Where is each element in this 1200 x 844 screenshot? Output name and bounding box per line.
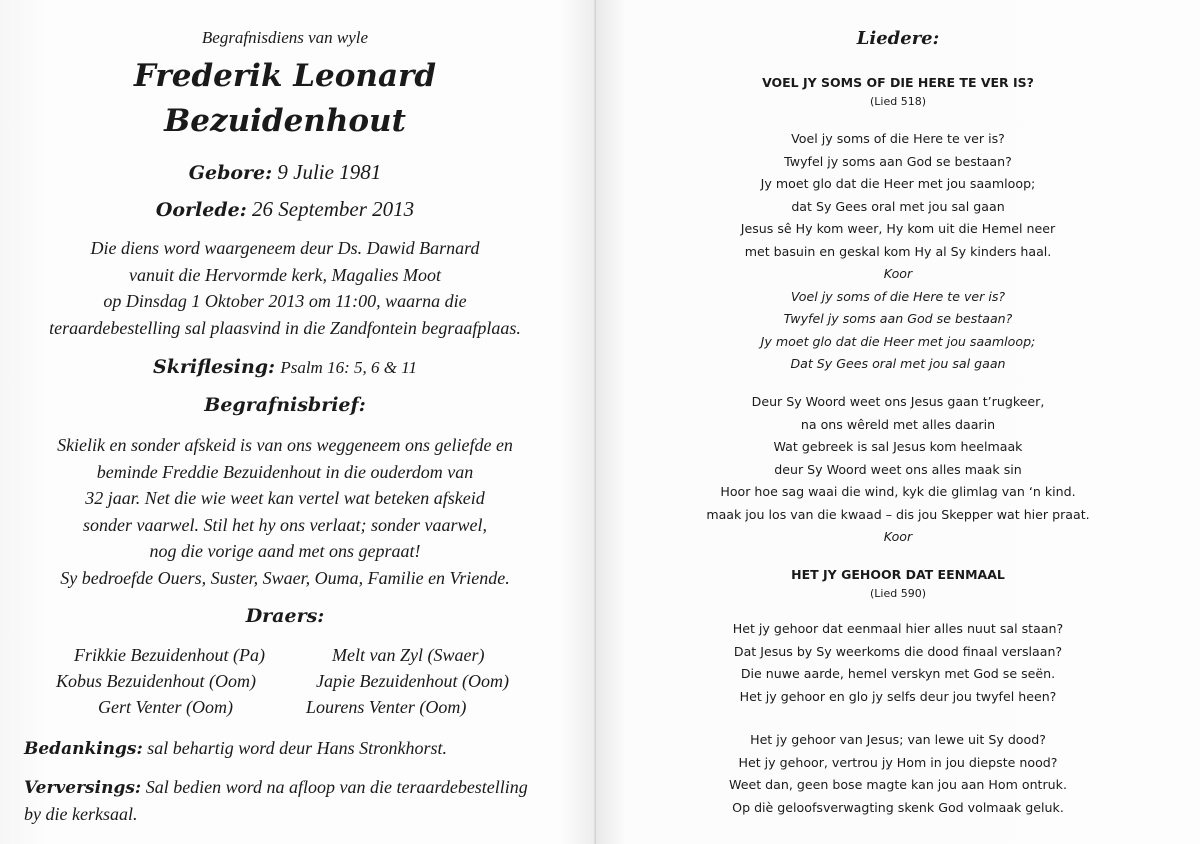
lyric-line: Weet dan, geen bose magte kan jou aan Hom ontruk.	[729, 777, 1067, 792]
letter-heading: Begrafnisbrief:	[204, 394, 366, 416]
born-label: Gebore:	[188, 162, 273, 184]
died-label: Oorlede:	[155, 199, 247, 221]
lyric-line: Het jy gehoor, vertrou jy Hom in jou diepste nood?	[738, 754, 1058, 770]
chorus-line: Dat Sy Gees oral met jou sal gaan	[790, 356, 1006, 371]
bearer-name: Lourens Venter (Oom)	[306, 697, 467, 717]
bearers-heading: Draers:	[245, 605, 325, 627]
lyric-line: met basuin en geskal kom Hy al Sy kinders haal.	[744, 243, 1052, 259]
reading-line	[0, 354, 570, 379]
service-line: teraardebestelling sal plaasvind in die Zandfontein begraafplaas.	[49, 317, 521, 338]
lyric-line: Jesus sê Hy kom weer, Hy kom uit die Hemel neer	[740, 221, 1056, 236]
bearer-name: Frikkie Bezuidenhout (Pa)	[74, 645, 265, 665]
lyric-line: Twyfel jy soms aan God se bestaan?	[784, 153, 1012, 169]
lyric-line: Deur Sy Woord weet ons Jesus gaan t’rugkeer,	[751, 394, 1045, 409]
born-value: 9 Julie 1981	[277, 160, 382, 184]
left-page	[0, 0, 596, 844]
lyric-line: na ons wêreld met alles daarin	[800, 416, 996, 432]
song2-number: (Lied 590)	[869, 587, 926, 600]
letter-line: beminde Freddie Bezuidenhout in die ouderdom van	[96, 461, 474, 482]
thanks-line	[24, 735, 584, 762]
song2-verse1	[596, 618, 1200, 708]
song1-number: (Lied 518)	[869, 95, 926, 108]
service-line: Die diens word waargeneem deur Ds. Dawid Barnard	[90, 238, 480, 258]
chorus-line: Jy moet glo dat die Heer met jou saamloop;	[760, 333, 1036, 349]
refreshments-line	[24, 774, 584, 827]
died-value: 26 September 2013	[252, 197, 415, 221]
lyric-line: Die nuwe aarde, hemel verskyn met God se seën.	[740, 666, 1056, 681]
born-line	[0, 160, 570, 185]
lyric-line: deur Sy Woord weet ons alles maak sin	[774, 461, 1022, 477]
reading-value: Psalm 16: 5, 6 & 11	[280, 358, 417, 377]
bearer-name: Japie Bezuidenhout (Oom)	[316, 671, 509, 691]
lyric-line: Wat gebreek is sal Jesus kom heelmaak	[773, 439, 1023, 454]
chorus-label: Koor	[883, 529, 913, 544]
refreshments-value-2: by die kerksaal.	[24, 804, 138, 824]
bearer-name: Melt van Zyl (Swaer)	[332, 645, 485, 665]
died-line	[0, 197, 570, 222]
letter-line: sonder vaarwel. Stil het hy ons verlaat; sonder vaarwel,	[83, 514, 487, 535]
thanks-value: sal behartig word deur Hans Stronkhorst.	[147, 738, 447, 758]
lyric-line: Jy moet glo dat die Heer met jou saamloop;	[760, 176, 1036, 191]
lyric-line: Het jy gehoor dat eenmaal hier alles nuut sal staan?	[732, 621, 1064, 636]
deceased-name-line1: Frederik Leonard	[133, 58, 437, 94]
lyric-line: Het jy gehoor van Jesus; van lewe uit Sy dood?	[750, 732, 1046, 747]
reading-label: Skriflesing:	[153, 356, 276, 378]
letter-line: Sy bedroefde Ouers, Suster, Swaer, Ouma, Familie en Vriende.	[60, 567, 510, 588]
refreshments-value: Sal bedien word na afloop van die teraardebestelling	[145, 777, 528, 797]
lyric-line: maak jou los van die kwaad – dis jou Skepper wat hier praat.	[706, 506, 1090, 522]
bearer-name: Kobus Bezuidenhout (Oom)	[56, 671, 256, 691]
thanks-label: Bedankings:	[24, 739, 143, 759]
service-intro: Begrafnisdiens van wyle	[201, 28, 369, 47]
letter-line: 32 jaar. Net die wie weet kan vertel wat beteken afskeid	[85, 488, 485, 508]
service-line: op Dinsdag 1 Oktober 2013 om 11:00, waarna die	[103, 291, 467, 311]
refreshments-label: Verversings:	[24, 778, 142, 798]
letter-line: nog die vorige aand met ons gepraat!	[149, 541, 421, 561]
song2-verse2	[596, 729, 1200, 819]
service-details	[0, 235, 570, 341]
lyric-line: dat Sy Gees oral met jou sal gaan	[791, 198, 1005, 214]
lyric-line: Voel jy soms of die Here te ver is?	[791, 131, 1005, 146]
chorus-line: Twyfel jy soms aan God se bestaan?	[783, 311, 1013, 326]
song1-title: VOEL JY SOMS OF DIE HERE TE VER IS?	[762, 75, 1034, 90]
songs-heading: Liedere:	[856, 28, 940, 49]
lyric-line: Op diè geloofsverwagting skenk God volmaak geluk.	[732, 799, 1064, 815]
service-line: vanuit die Hervormde kerk, Magalies Moot	[129, 264, 441, 285]
song1-verse1	[596, 128, 1200, 376]
chorus-line: Voel jy soms of die Here te ver is?	[790, 288, 1006, 304]
lyric-line: Het jy gehoor en glo jy selfs deur jou twyfel heen?	[739, 688, 1057, 704]
chorus-label: Koor	[883, 266, 913, 281]
letter-line: Skielik en sonder afskeid is van ons weggeneem ons geliefde en	[57, 435, 513, 455]
bearer-name: Gert Venter (Oom)	[98, 697, 233, 717]
right-page	[596, 0, 1200, 844]
song1-verse2	[596, 391, 1200, 549]
song2-title: HET JY GEHOOR DAT EENMAAL	[791, 567, 1005, 582]
lyric-line: Dat Jesus by Sy weerkoms die dood finaal verslaan?	[733, 643, 1063, 659]
lyric-line: Hoor hoe sag waai die wind, kyk die glimlag van ‘n kind.	[720, 484, 1076, 499]
deceased-name-line2: Bezuidenhout	[164, 103, 406, 139]
funeral-letter	[0, 432, 570, 591]
